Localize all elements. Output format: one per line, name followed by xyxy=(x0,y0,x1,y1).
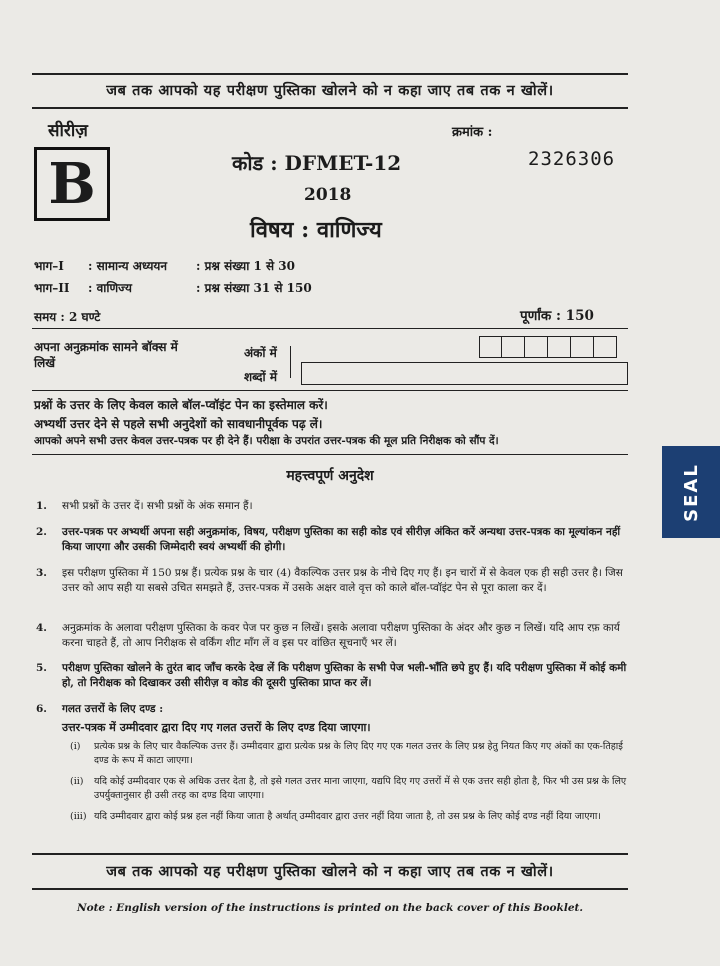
exam-year: 2018 xyxy=(304,185,352,205)
roll-number-words-box[interactable] xyxy=(301,362,628,385)
general-rule xyxy=(32,454,628,455)
roll-digit-box[interactable] xyxy=(571,336,594,358)
exam-time: समय : 2 घण्टे xyxy=(34,310,101,324)
roll-bracket xyxy=(290,346,301,378)
part-1-questions: : प्रश्न संख्या 1 से 30 xyxy=(196,259,295,273)
instruction-number: 4. xyxy=(36,622,47,634)
roll-instruction-line1: अपना अनुक्रमांक सामने बॉक्स में xyxy=(34,340,178,354)
instruction-item xyxy=(36,525,632,555)
instruction-text: उत्तर-पत्रक पर अभ्यर्थी अपना सही अनुक्रमांक, विषय, परीक्षण पुस्तिका का सही कोड एवं सीरीज़ अंकित करें अन्यथा उत्तर-पत्रक का मूल्यांकन नहीं किया जाएगा और उसकी जिम्मेदारी स्वयं अभ्यर्थी की होगी। xyxy=(62,526,621,553)
roll-digit-box[interactable] xyxy=(479,336,502,358)
in-figures-label: अंकों में xyxy=(244,346,277,360)
bottom-banner: जब तक आपको यह परीक्षण पुस्तिका खोलने को न कहा जाए तब तक न खोलें। xyxy=(106,863,554,880)
instruction-number: 5. xyxy=(36,662,47,674)
penalty-point xyxy=(70,740,632,768)
penalty-point xyxy=(70,775,632,803)
instruction-text: परीक्षण पुस्तिका खोलने के तुरंत बाद जाँच करके देख लें कि परीक्षण पुस्तिका के सभी पेज भली-भाँति छपे हुए हैं। यदि परीक्षण पुस्तिका में कोई कमी हो, तो निरीक्षक को दिखाकर उसी सीरीज़ व कोड की दूसरी पुस्तिका प्राप्त कर लें। xyxy=(62,662,627,689)
roll-number-figures-boxes[interactable] xyxy=(479,336,617,358)
general-instruction-1: प्रश्नों के उत्तर के लिए केवल काले बॉल-प्वॉइंट पेन का इस्तेमाल करें। xyxy=(34,398,328,412)
instructions-heading: महत्त्वपूर्ण अनुदेश xyxy=(286,468,374,484)
roll-digit-box[interactable] xyxy=(548,336,571,358)
seal-tab xyxy=(662,446,720,538)
instruction-item xyxy=(36,661,632,691)
instruction-item xyxy=(36,702,632,717)
roll-instruction-line2: लिखें xyxy=(34,356,56,370)
top-banner: जब तक आपको यह परीक्षण पुस्तिका खोलने को न कहा जाए तब तक न खोलें। xyxy=(106,82,554,99)
roll-digit-box[interactable] xyxy=(525,336,548,358)
penalty-point-text: यदि उम्मीदवार द्वारा कोई प्रश्न हल नहीं किया जाता है अर्थात् उम्मीदवार द्वारा उत्तर नहीं दिया जाता है, तो उस प्रश्न के लिए कोई दण्ड नहीं दिया जाएगा। xyxy=(94,811,601,822)
english-version-note: Note : English version of the instructions is printed on the back cover of this Booklet. xyxy=(76,902,584,914)
penalty-intro: उत्तर-पत्रक में उम्मीदवार द्वारा दिए गए गलत उत्तरों के लिए दण्ड दिया जाएगा। xyxy=(62,721,371,734)
series-label: सीरीज़ xyxy=(48,121,88,141)
booklet-code: कोड : DFMET-12 xyxy=(232,151,402,175)
penalty-point-number: (ii) xyxy=(70,776,84,787)
series-letter-box xyxy=(34,147,110,221)
instruction-text: इस परीक्षण पुस्तिका में 150 प्रश्न हैं। प्रत्येक प्रश्न के चार (4) वैकल्पिक उत्तर प्रश्न के नीचे दिए गए हैं। इन चारों में से केवल एक ही सही उत्तर है। जिस उत्तर को आप सही या सबसे उचित समझते हैं, उत्तर-पत्रक में उसके अक्षर वाले वृत्त को काले बॉल-प्वॉइंट पेन से पूरा काला कर दें। xyxy=(62,567,623,594)
part-1-name: : सामान्य अध्ययन xyxy=(88,259,168,273)
general-instruction-2: अभ्यर्थी उत्तर देने से पहले सभी अनुदेशों को सावधानीपूर्वक पढ़ लें। xyxy=(34,417,323,431)
instruction-item xyxy=(36,621,632,651)
serial-label: क्रमांक : xyxy=(452,125,493,140)
penalty-point-number: (iii) xyxy=(70,811,87,822)
penalty-point-text: यदि कोई उम्मीदवार एक से अधिक उत्तर देता है, तो इसे गलत उत्तर माना जाएगा, यद्यपि दिए गए उत्तरों में से एक उत्तर सही होता है, फिर भी उस प्रश्न के लिए उपर्युक्तानुसार ही उसी तरह का दण्ड दिया जाएगा। xyxy=(94,776,627,801)
bottom-banner-top-rule xyxy=(32,853,628,855)
roll-digit-box[interactable] xyxy=(502,336,525,358)
penalty-point-number: (i) xyxy=(70,741,81,752)
roll-digit-box[interactable] xyxy=(594,336,617,358)
max-marks: पूर्णांक : 150 xyxy=(520,308,594,324)
bottom-banner-rule xyxy=(32,888,628,890)
in-words-label: शब्दों में xyxy=(244,370,277,384)
instruction-item xyxy=(36,499,632,514)
part-2-label: भाग–II xyxy=(34,281,70,295)
instruction-number: 6. xyxy=(36,703,47,715)
instruction-number: 3. xyxy=(36,567,47,579)
series-letter: B xyxy=(48,151,96,217)
instruction-item xyxy=(36,566,632,596)
part-2-questions: : प्रश्न संख्या 31 से 150 xyxy=(196,281,312,295)
penalty-point xyxy=(70,810,632,824)
top-rule xyxy=(32,73,628,75)
serial-number: 2326306 xyxy=(528,148,616,170)
instruction-text: गलत उत्तरों के लिए दण्ड : xyxy=(62,703,164,715)
instruction-number: 1. xyxy=(36,500,47,512)
instruction-text: अनुक्रमांक के अलावा परीक्षण पुस्तिका के कवर पेज पर कुछ न लिखें। इसके अलावा परीक्षण पुस्तिका के अंदर और कुछ न लिखें। यदि आप रफ़ कार्य करना चाहते हैं, तो आप निरीक्षक से वर्किंग शीट माँग लें व इस पर वांछित सूचनाएँ भर लें। xyxy=(62,622,620,649)
roll-section-rule xyxy=(32,390,628,391)
part-1-label: भाग–I xyxy=(34,259,64,273)
marks-rule xyxy=(32,328,628,329)
instruction-number: 2. xyxy=(36,526,47,538)
penalty-point-text: प्रत्येक प्रश्न के लिए चार वैकल्पिक उत्तर हैं। उम्मीदवार द्वारा प्रत्येक प्रश्न के लिए दिए गए एक गलत उत्तर के लिए प्रश्न हेतु नियत किए गए अंकों का एक-तिहाई दण्ड के रूप में काटा जाएगा। xyxy=(94,741,623,766)
general-instruction-3: आपको अपने सभी उत्तर केवल उत्तर-पत्रक पर ही देने हैं। परीक्षा के उपरांत उत्तर-पत्रक की मूल प्रति निरीक्षक को सौंप दें। xyxy=(34,435,499,447)
top-banner-rule xyxy=(32,107,628,109)
part-2-name: : वाणिज्य xyxy=(88,281,132,295)
exam-subject: विषय : वाणिज्य xyxy=(250,217,382,243)
seal-label: SEAL xyxy=(680,462,702,522)
instruction-text: सभी प्रश्नों के उत्तर दें। सभी प्रश्नों के अंक समान हैं। xyxy=(62,500,253,512)
